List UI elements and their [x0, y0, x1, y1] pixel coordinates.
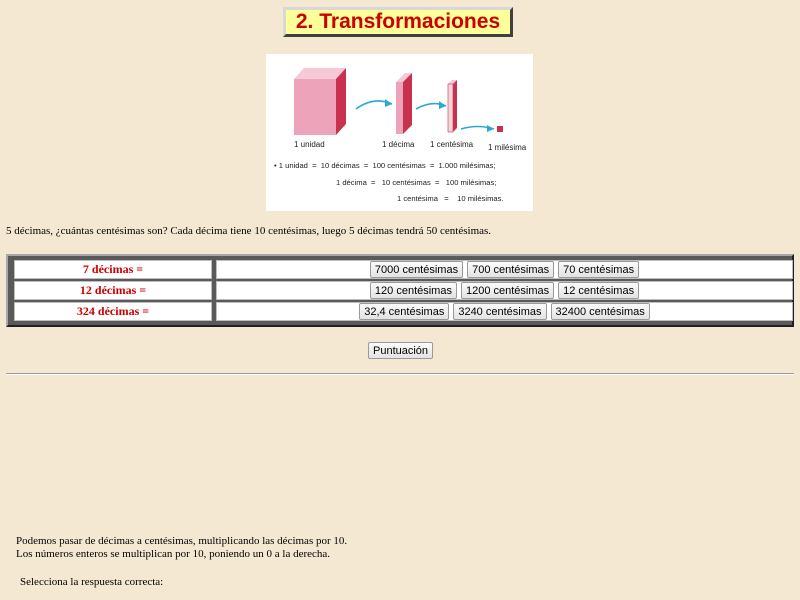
notes	[16, 535, 347, 561]
tenth-slab-front	[396, 82, 403, 134]
unit-cube-front	[294, 79, 336, 135]
answer-button[interactable]: 7000 centésimas	[370, 261, 463, 278]
label-decima: 1 décima	[382, 140, 415, 149]
thousandth-cube	[497, 126, 503, 132]
row-label: 7 décimas =	[14, 260, 212, 279]
answer-button[interactable]: 3240 centésimas	[453, 303, 546, 320]
score-button[interactable]: Puntuación	[368, 342, 433, 359]
table-row	[14, 260, 788, 279]
table-row	[14, 302, 788, 321]
equation-line-2: 1 décima = 10 centésimas = 100 milésimas;	[336, 178, 497, 187]
hundredth-rod-side	[453, 80, 457, 132]
answer-options	[216, 260, 793, 279]
answer-button[interactable]: 120 centésimas	[370, 282, 457, 299]
note-line: Los números enteros se multiplican por 10, poniendo un 0 a la derecha.	[16, 548, 331, 560]
unit-cube-side	[336, 68, 346, 135]
units-illustration	[266, 54, 533, 211]
label-centesima: 1 centésima	[430, 140, 474, 149]
label-milesima: 1 milésima	[488, 143, 527, 152]
row-label: 324 décimas =	[14, 302, 212, 321]
intro-text: 5 décimas, ¿cuántas centésimas son? Cada décima tiene 10 centésimas, luego 5 décimas tendrá 50 centésimas.	[6, 225, 492, 237]
table-row	[14, 281, 788, 300]
arrow-head-icon	[487, 125, 494, 132]
answer-button[interactable]: 700 centésimas	[467, 261, 554, 278]
page-title: 2. Transformaciones	[283, 7, 513, 37]
tenth-slab-side	[403, 73, 412, 134]
answer-button[interactable]: 1200 centésimas	[461, 282, 554, 299]
equation-line-3: 1 centésima = 10 milésimas.	[397, 194, 504, 203]
label-unidad: 1 unidad	[294, 140, 325, 149]
answer-button[interactable]: 70 centésimas	[558, 261, 639, 278]
answer-options	[216, 281, 793, 300]
answer-button[interactable]: 32400 centésimas	[551, 303, 650, 320]
exercise-table	[6, 254, 794, 327]
equation-line-1: • 1 unidad = 10 décimas = 100 centésimas = 1.000 milésimas;	[274, 161, 496, 170]
row-label: 12 décimas =	[14, 281, 212, 300]
answer-options	[216, 302, 793, 321]
answer-button[interactable]: 12 centésimas	[558, 282, 639, 299]
cube-diagram	[266, 54, 533, 211]
instruction-text: Selecciona la respuesta correcta:	[20, 576, 164, 588]
hundredth-rod-front	[448, 84, 453, 132]
answer-button[interactable]: 32,4 centésimas	[359, 303, 449, 320]
divider	[6, 373, 794, 375]
note-line: Podemos pasar de décimas a centésimas, multiplicando las décimas por 10.	[16, 535, 348, 547]
